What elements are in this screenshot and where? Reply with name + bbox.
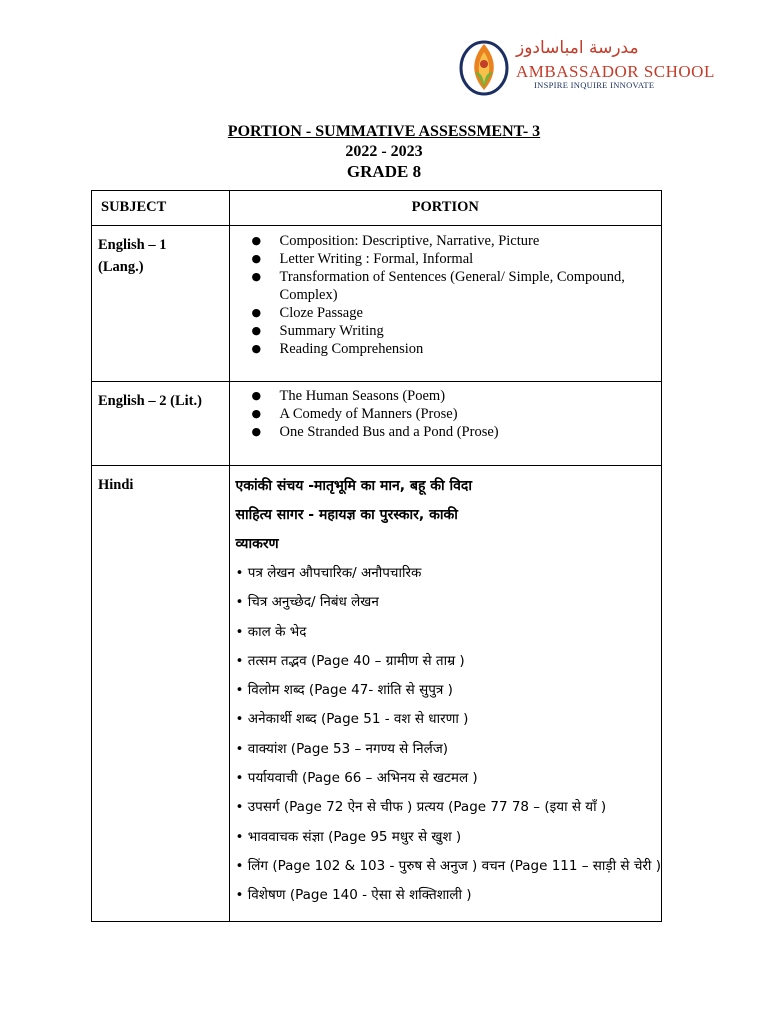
list-item: • काल के भेद [235,623,307,640]
portion-column-header: PORTION [229,191,661,226]
hindi-heading: एकांकी संचय -मातृभूमि का मान, बहू की विदा [235,478,472,494]
list-item: ● One Stranded Bus and a Pond (Prose) [230,423,653,441]
list-item: • विलोम शब्द (Page 47- शांति से सुपुत्र ) [235,682,453,699]
school-name-arabic: مدرسة امباسادوز [516,38,639,58]
list-item: ● A Comedy of Manners (Prose) [230,405,653,423]
list-item: • उपसर्ग (Page 72 ऐन से चीफ ) प्रत्यय (Page 77 78 – (इया से याँ ) [235,799,607,816]
table-row-english1 [92,226,662,382]
portion-cell-english1 [229,226,661,382]
grade-label: GRADE 8 [346,162,422,181]
subject-cell-english1 [92,226,230,382]
school-logo [458,38,715,96]
document-title: PORTION - SUMMATIVE ASSESSMENT- 3 [227,123,541,140]
list-item: • तत्सम तद्भव (Page 40 – ग्रामीण से ताम्र ) [235,652,465,669]
subject-cell-english2: English – 2 (Lit.) [92,382,230,466]
school-emblem-icon [458,38,510,96]
portion-cell-hindi [229,466,661,922]
list-item: ● Composition: Descriptive, Narrative, Picture [230,232,653,250]
subject-cell-hindi: Hindi [92,466,230,922]
portion-cell-english2 [229,382,661,466]
portion-table [91,190,662,922]
list-item: • पर्यायवाची (Page 66 – अभिनय से खटमल ) [235,770,478,787]
list-item: • चित्र अनुच्छेद/ निबंध लेखन [235,594,379,611]
subject-name: English – 1 [98,237,167,253]
list-item: ● Cloze Passage [230,304,653,322]
list-item: • वाक्यांश (Page 53 – नगण्य से निर्लज) [235,740,449,757]
list-item: ● Letter Writing : Formal, Informal [230,250,653,268]
list-item: ● Summary Writing [230,322,653,340]
list-item: ● The Human Seasons (Poem) [230,387,653,405]
list-item: • अनेकार्थी शब्द (Page 51 - वश से धारणा ) [235,711,469,728]
list-item: • भाववाचक संज्ञा (Page 95 मधुर से खुश ) [235,828,462,845]
table-row-english2 [92,382,662,466]
subject-name-suffix: (Lang.) [98,259,144,275]
list-item: ● Reading Comprehension [230,340,653,358]
list-item: • पत्र लेखन औपचारिक/ अनौपचारिक [235,565,422,581]
table-header-row [92,191,662,226]
document-titles [0,122,768,182]
school-name: AMBASSADOR SCHOOL [516,62,715,81]
school-tagline: INSPIRE INQUIRE INNOVATE [534,80,655,90]
hindi-heading: साहित्य सागर - महायज्ञ का पुरस्कार, काकी [235,507,458,523]
list-item: ● Transformation of Sentences (General/ Simple, Compound, Complex) [230,268,653,304]
list-item: • विशेषण (Page 140 - ऐसा से शक्तिशाली ) [235,887,472,904]
subject-column-header: SUBJECT [92,191,230,226]
list-item: • लिंग (Page 102 & 103 - पुरुष से अनुज ) वचन (Page 111 – साड़ी से चेरी ) [235,857,661,874]
table-row-hindi [92,466,662,922]
hindi-grammar-heading: व्याकरण [235,536,279,552]
academic-year: 2022 - 2023 [345,143,423,160]
